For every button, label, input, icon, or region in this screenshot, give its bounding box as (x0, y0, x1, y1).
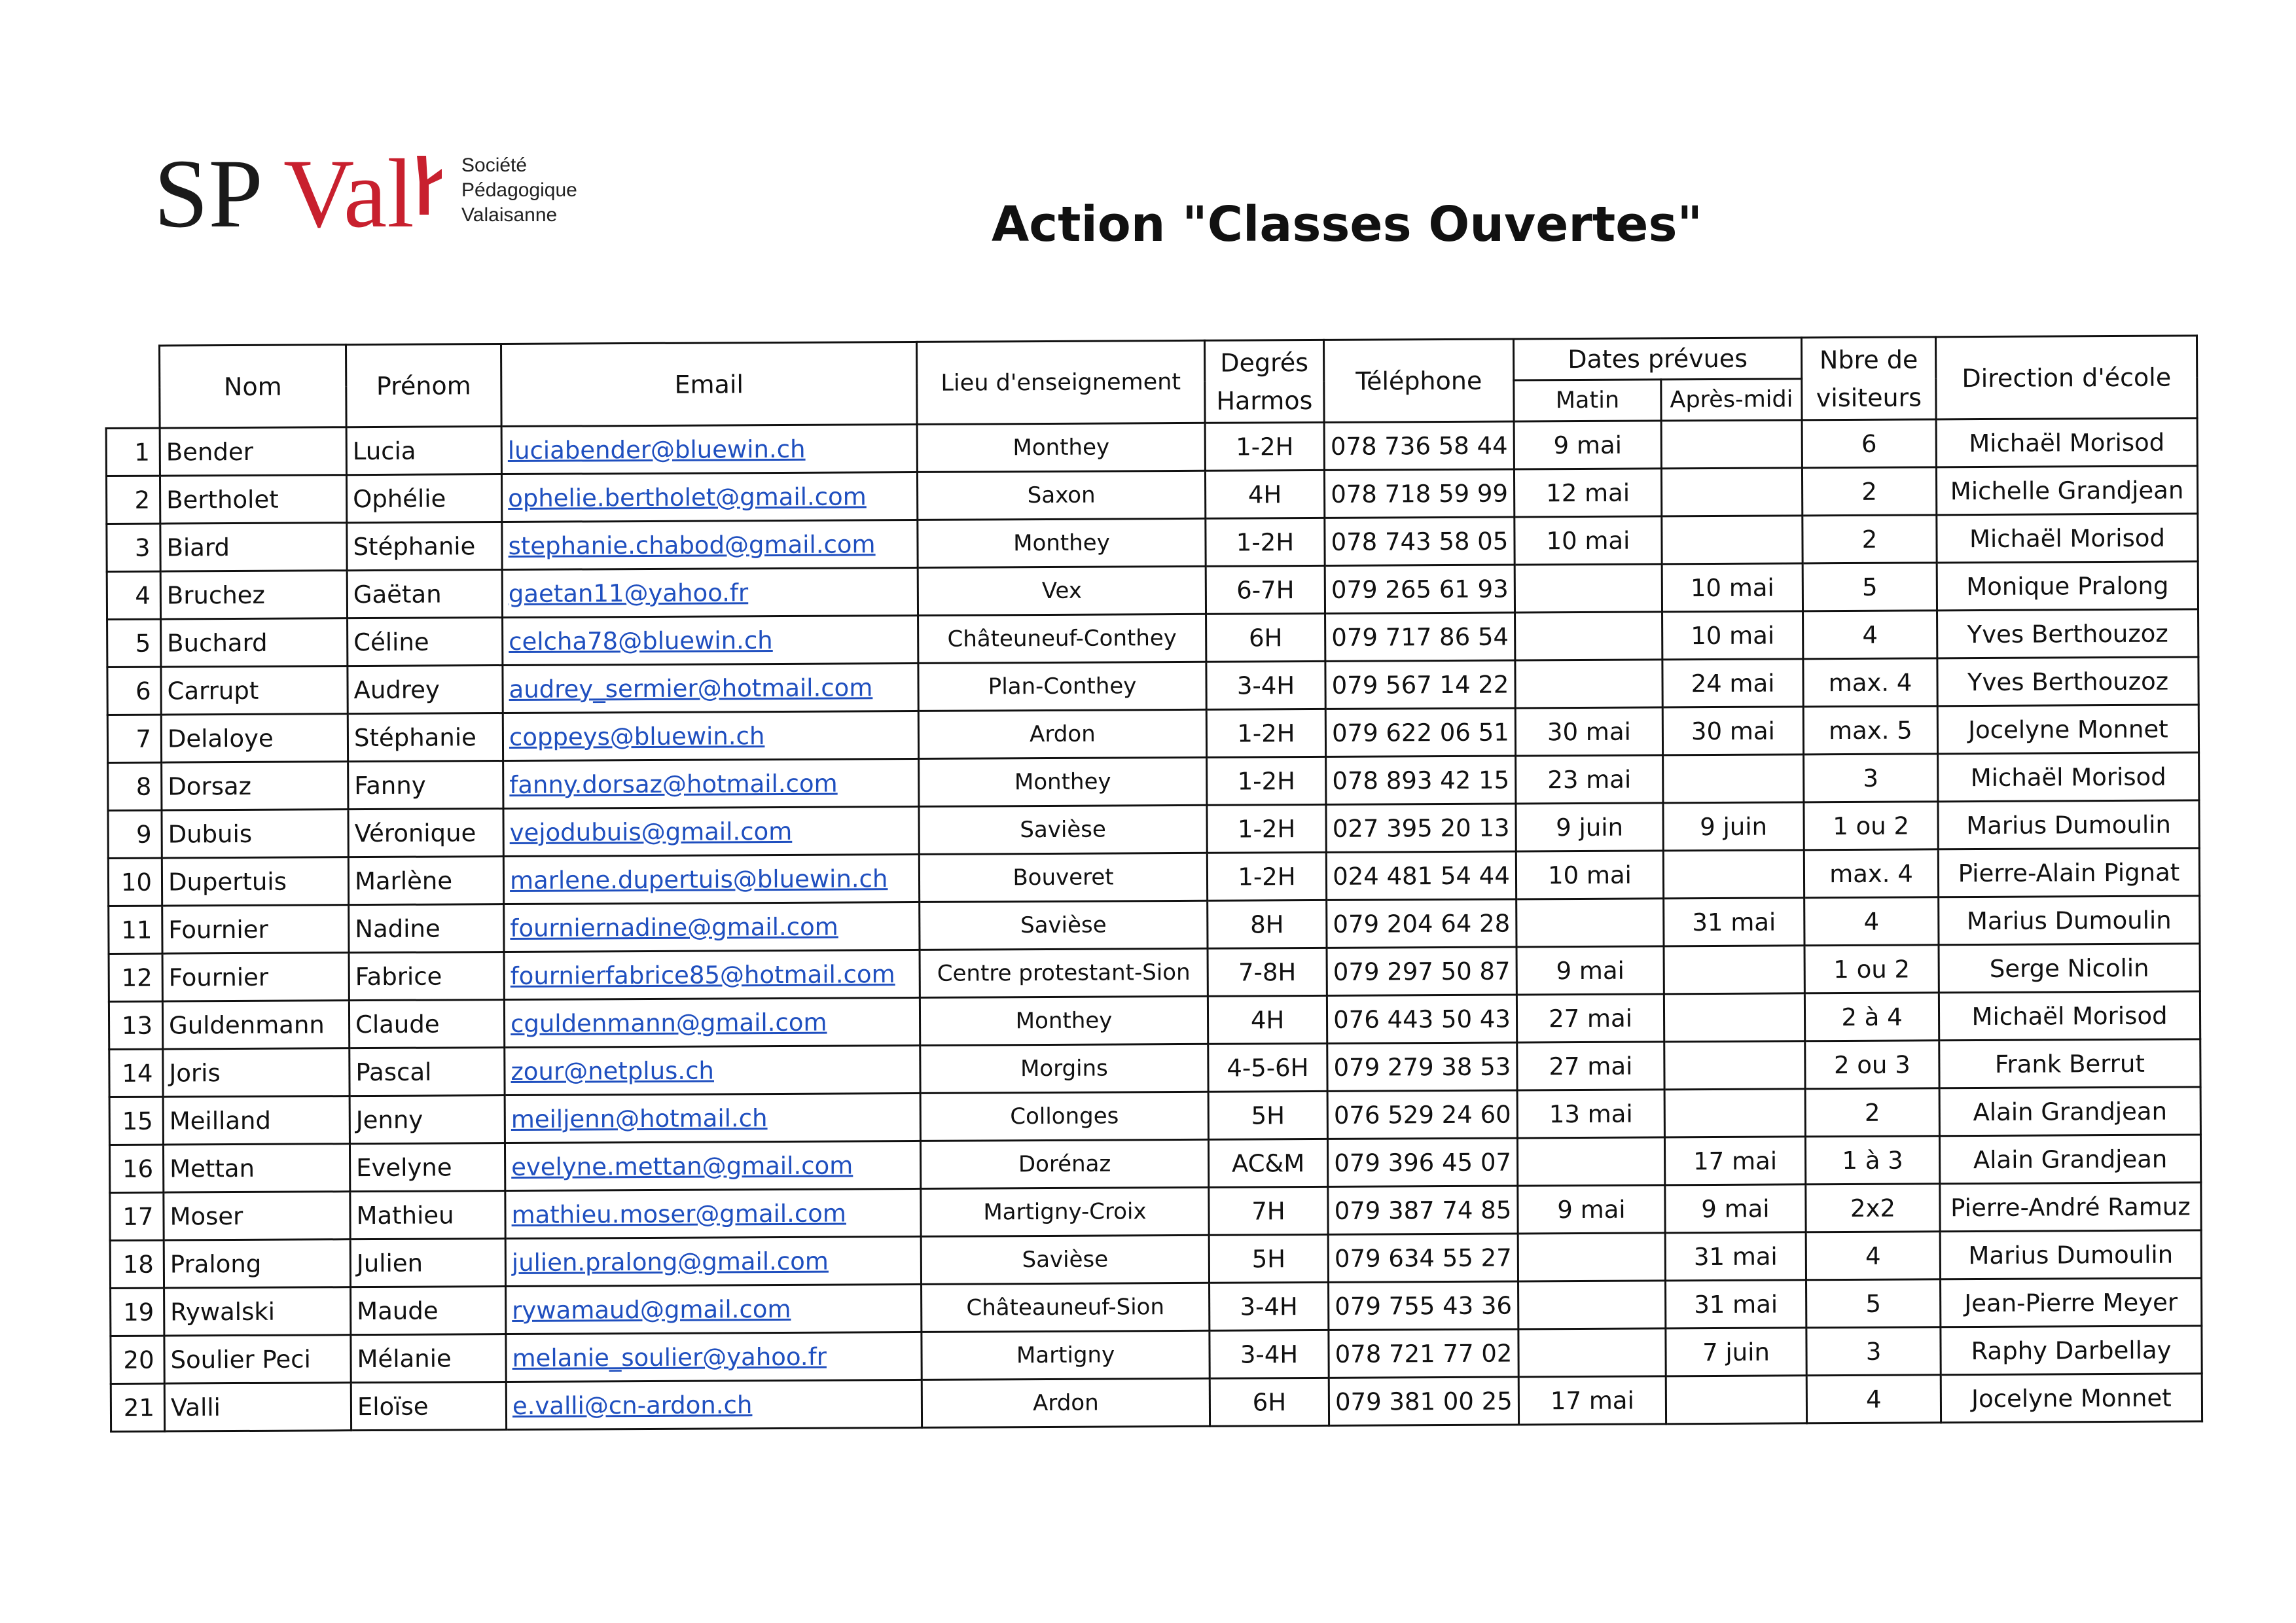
email-link[interactable]: meiljenn@hotmail.ch (505, 1093, 920, 1143)
telephone-cell: 079 567 14 22 (1325, 660, 1515, 709)
row-number-cell: 20 (111, 1336, 164, 1383)
email-link[interactable]: e.valli@cn-ardon.ch (506, 1380, 922, 1429)
nom-cell: Delaloye (161, 714, 348, 762)
visiteurs-cell: 2 (1803, 515, 1937, 563)
lieu-cell: Centre protestant-Sion (920, 948, 1208, 997)
telephone-cell: 078 736 58 44 (1324, 421, 1514, 470)
direction-cell: Jean-Pierre Meyer (1941, 1278, 2202, 1327)
telephone-cell: 079 279 38 53 (1327, 1043, 1517, 1091)
visiteurs-cell: 2 (1805, 1088, 1939, 1137)
visiteurs-cell: 2 (1802, 467, 1936, 516)
telephone-cell: 024 481 54 44 (1326, 851, 1516, 900)
logo-flag-icon (417, 156, 442, 215)
visiteurs-cell: 3 (1804, 754, 1938, 802)
apres-midi-cell: 9 juin (1663, 802, 1804, 851)
visiteurs-cell: 1 à 3 (1805, 1136, 1939, 1185)
row-number-cell: 12 (109, 954, 162, 1001)
lieu-cell: Savièse (919, 805, 1207, 854)
direction-cell: Yves Berthouzoz (1937, 609, 2198, 658)
participants-table (105, 334, 2203, 1433)
email-link[interactable]: cguldenmann@gmail.com (504, 997, 920, 1047)
direction-cell: Jocelyne Monnet (1941, 1374, 2202, 1423)
direction-cell: Marius Dumoulin (1940, 1230, 2201, 1279)
email-link[interactable]: julien.pralong@gmail.com (505, 1236, 921, 1286)
degres-cell: 1-2H (1205, 422, 1324, 471)
telephone-cell: 079 755 43 36 (1329, 1281, 1518, 1330)
prenom-cell: Céline (348, 618, 503, 666)
row-number-cell: 15 (109, 1097, 163, 1145)
lieu-cell: Vex (918, 566, 1206, 615)
telephone-cell: 079 297 50 87 (1327, 947, 1516, 995)
prenom-cell: Stéphanie (348, 713, 503, 762)
table-body (106, 418, 2202, 1432)
nom-cell: Soulier Peci (164, 1335, 351, 1383)
prenom-cell: Gaëtan (347, 570, 502, 618)
prenom-cell: Stéphanie (347, 522, 502, 571)
matin-cell (1515, 564, 1662, 613)
degres-cell: 7H (1209, 1186, 1328, 1235)
apres-midi-cell (1666, 1376, 1806, 1424)
apres-midi-cell: 17 mai (1664, 1137, 1805, 1185)
prenom-cell: Mélanie (351, 1334, 506, 1383)
direction-cell: Raphy Darbellay (1941, 1326, 2202, 1375)
row-number-cell: 3 (107, 524, 160, 571)
degres-cell: 6H (1210, 1378, 1329, 1426)
row-number-cell: 14 (109, 1049, 163, 1097)
nom-cell: Joris (163, 1048, 350, 1097)
telephone-cell: 079 381 00 25 (1329, 1377, 1518, 1425)
visiteurs-cell: max. 4 (1803, 658, 1937, 707)
direction-cell: Michaël Morisod (1938, 753, 2199, 802)
matin-cell: 13 mai (1517, 1090, 1664, 1138)
row-number-cell: 2 (106, 476, 160, 524)
email-link[interactable]: stephanie.chabod@gmail.com (502, 520, 918, 569)
apres-midi-cell: 31 mai (1666, 1280, 1806, 1329)
lieu-cell: Monthey (919, 757, 1207, 806)
nom-cell: Moser (164, 1192, 350, 1240)
lieu-cell: Bouveret (919, 853, 1207, 902)
email-link[interactable]: vejodubuis@gmail.com (503, 806, 919, 856)
telephone-cell: 078 718 59 99 (1324, 469, 1514, 518)
row-number-cell: 1 (106, 428, 160, 476)
nom-cell: Biard (160, 523, 347, 571)
direction-cell: Pierre-Alain Pignat (1938, 848, 2199, 897)
email-link[interactable]: ophelie.bertholet@gmail.com (501, 472, 917, 522)
degres-cell: 3-4H (1210, 1330, 1329, 1378)
matin-cell: 30 mai (1515, 707, 1662, 756)
visiteurs-cell: 4 (1806, 1232, 1940, 1280)
prenom-cell: Fanny (348, 761, 503, 810)
row-number-cell: 9 (108, 810, 162, 858)
nom-cell: Carrupt (161, 666, 348, 715)
visiteurs-cell: 1 ou 2 (1804, 945, 1939, 993)
matin-cell (1516, 899, 1664, 947)
header-row-1 (106, 336, 2197, 387)
lieu-cell: Châteauneuf-Sion (922, 1283, 1210, 1332)
prenom-cell: Jenny (350, 1096, 505, 1144)
lieu-cell: Martigny-Croix (921, 1187, 1209, 1236)
prenom-cell: Julien (350, 1239, 505, 1287)
degres-cell: 3-4H (1210, 1282, 1329, 1330)
telephone-cell: 078 743 58 05 (1325, 517, 1515, 565)
email-link[interactable]: celcha78@bluewin.ch (503, 615, 918, 665)
row-number-cell: 19 (111, 1288, 164, 1336)
degres-cell: 1-2H (1206, 709, 1325, 757)
visiteurs-cell: 3 (1806, 1327, 1941, 1376)
row-number-cell: 6 (107, 667, 161, 715)
telephone-cell: 079 396 45 07 (1327, 1138, 1517, 1186)
lieu-cell: Dorénaz (920, 1139, 1208, 1188)
row-number-cell: 4 (107, 571, 160, 619)
apres-midi-cell (1662, 516, 1803, 564)
apres-midi-cell (1664, 1041, 1805, 1090)
matin-cell: 9 juin (1516, 803, 1663, 851)
degres-cell: 4H (1208, 995, 1327, 1044)
lieu-cell: Ardon (918, 709, 1206, 758)
telephone-cell: 079 265 61 93 (1325, 565, 1515, 613)
matin-cell: 9 mai (1518, 1185, 1665, 1234)
matin-cell: 27 mai (1517, 1042, 1664, 1090)
direction-cell: Monique Pralong (1937, 562, 2198, 611)
email-link[interactable]: melanie_soulier@yahoo.fr (506, 1332, 922, 1382)
telephone-cell: 079 717 86 54 (1325, 613, 1515, 661)
apres-midi-cell: 9 mai (1665, 1185, 1806, 1233)
telephone-cell: 079 204 64 28 (1327, 899, 1516, 948)
prenom-cell: Nadine (349, 904, 504, 953)
header-nom: Nom (160, 345, 347, 428)
spval-wordmark (154, 143, 442, 241)
lieu-cell: Monthey (920, 996, 1208, 1045)
row-number-cell: 10 (108, 858, 162, 906)
matin-cell: 17 mai (1518, 1376, 1666, 1425)
header-blank (106, 346, 160, 428)
degres-cell: 6-7H (1206, 565, 1325, 614)
apres-midi-cell (1664, 946, 1804, 994)
direction-cell: Michaël Morisod (1939, 991, 2200, 1041)
degres-cell: 5H (1209, 1234, 1328, 1283)
header-lieu: Lieu d'enseignement (916, 340, 1205, 424)
apres-midi-cell: 31 mai (1665, 1232, 1806, 1281)
lieu-cell: Savièse (921, 1235, 1209, 1284)
matin-cell: 9 mai (1514, 421, 1661, 469)
telephone-cell: 079 634 55 27 (1328, 1234, 1518, 1282)
matin-cell (1518, 1233, 1665, 1281)
direction-cell: Serge Nicolin (1939, 944, 2200, 993)
email-link[interactable]: evelyne.mettan@gmail.com (505, 1141, 920, 1190)
visiteurs-cell: 5 (1803, 563, 1937, 611)
degres-cell: 1-2H (1207, 852, 1326, 901)
prenom-cell: Fabrice (349, 952, 504, 1001)
visiteurs-cell: 4 (1803, 611, 1937, 659)
lieu-cell: Savièse (920, 901, 1208, 950)
degres-cell: 3-4H (1206, 661, 1325, 709)
nom-cell: Meilland (163, 1096, 350, 1145)
apres-midi-cell: 24 mai (1662, 659, 1803, 707)
lieu-cell: Plan-Conthey (918, 662, 1206, 711)
prenom-cell: Véronique (348, 809, 503, 857)
degres-cell: 4-5-6H (1208, 1043, 1327, 1092)
matin-cell: 10 mai (1515, 516, 1662, 565)
prenom-cell: Evelyne (350, 1143, 505, 1192)
visiteurs-cell: 4 (1804, 897, 1939, 946)
header-apres-midi: Après-midi (1661, 379, 1802, 421)
telephone-cell: 079 387 74 85 (1328, 1186, 1518, 1234)
prenom-cell: Lucia (346, 427, 501, 475)
degres-cell: 4H (1205, 470, 1324, 518)
lieu-cell: Châteuneuf-Conthey (918, 614, 1206, 663)
row-number-cell: 21 (111, 1383, 164, 1431)
nom-cell: Mettan (163, 1144, 350, 1192)
lieu-cell: Martigny (922, 1330, 1210, 1380)
direction-cell: Jocelyne Monnet (1937, 705, 2198, 754)
direction-cell: Alain Grandjean (1939, 1087, 2200, 1136)
telephone-cell: 078 721 77 02 (1329, 1329, 1518, 1378)
apres-midi-cell: 10 mai (1662, 563, 1803, 612)
matin-cell: 12 mai (1514, 469, 1661, 517)
degres-cell: 6H (1206, 613, 1325, 662)
apres-midi-cell (1663, 850, 1804, 899)
nom-cell: Buchard (161, 618, 348, 667)
nom-cell: Pralong (164, 1240, 350, 1288)
table-row (111, 1374, 2202, 1432)
header-dates: Dates prévues (1513, 338, 1801, 380)
direction-cell: Marius Dumoulin (1939, 896, 2200, 945)
lieu-cell: Monthey (918, 518, 1206, 567)
logo-line-3: Valaisanne (461, 204, 558, 226)
degres-cell: 1-2H (1207, 757, 1326, 805)
prenom-cell: Pascal (350, 1048, 505, 1096)
prenom-cell: Eloïse (351, 1382, 506, 1431)
telephone-cell: 076 443 50 43 (1327, 995, 1516, 1043)
nom-cell: Fournier (162, 953, 349, 1001)
visiteurs-cell: 5 (1806, 1279, 1941, 1328)
row-number-cell: 17 (110, 1192, 164, 1240)
apres-midi-cell: 30 mai (1662, 707, 1803, 755)
matin-cell: 23 mai (1516, 755, 1663, 804)
prenom-cell: Mathieu (350, 1191, 505, 1240)
nom-cell: Bender (160, 427, 346, 476)
visiteurs-cell: 4 (1806, 1375, 1941, 1423)
nom-cell: Bertholet (160, 475, 346, 524)
matin-cell (1518, 1281, 1666, 1329)
header-direction: Direction d'école (1935, 336, 2197, 419)
visiteurs-cell: 2 à 4 (1804, 993, 1939, 1041)
email-link[interactable]: gaetan11@yahoo.fr (502, 567, 918, 617)
degres-cell: 8H (1208, 900, 1327, 948)
degres-cell: 5H (1208, 1091, 1327, 1139)
degres-cell: 1-2H (1207, 804, 1326, 853)
visiteurs-cell: 6 (1802, 419, 1936, 468)
matin-cell (1515, 612, 1662, 660)
row-number-cell: 18 (110, 1240, 164, 1288)
wordmark-sp: SP (154, 143, 263, 241)
degres-cell: 1-2H (1206, 518, 1325, 566)
visiteurs-cell: 2 ou 3 (1805, 1041, 1939, 1089)
telephone-cell: 078 893 42 15 (1326, 756, 1516, 804)
telephone-cell: 076 529 24 60 (1327, 1090, 1517, 1139)
direction-cell: Frank Berrut (1939, 1039, 2200, 1088)
lieu-cell: Collonges (920, 1092, 1208, 1141)
direction-cell: Marius Dumoulin (1938, 800, 2199, 849)
nom-cell: Rywalski (164, 1287, 351, 1336)
email-link[interactable]: mathieu.moser@gmail.com (505, 1188, 921, 1238)
direction-cell: Alain Grandjean (1939, 1135, 2200, 1184)
prenom-cell: Claude (349, 1000, 504, 1048)
email-link[interactable]: marlene.dupertuis@bluewin.ch (503, 854, 919, 904)
header-degres: Degrés Harmos (1204, 340, 1324, 423)
degres-cell: AC&M (1208, 1139, 1327, 1187)
email-link[interactable]: fanny.dorsaz@hotmail.com (503, 758, 919, 808)
apres-midi-cell: 10 mai (1662, 611, 1803, 660)
matin-cell (1515, 660, 1662, 708)
wordmark-val: Val (283, 143, 414, 241)
apres-midi-cell: 7 juin (1666, 1328, 1806, 1376)
matin-cell: 10 mai (1516, 851, 1663, 899)
email-link[interactable]: rywamaud@gmail.com (506, 1284, 922, 1334)
visiteurs-cell: max. 4 (1804, 849, 1938, 898)
nom-cell: Dorsaz (162, 762, 348, 810)
nom-cell: Dubuis (162, 810, 348, 858)
lieu-cell: Saxon (917, 471, 1205, 520)
header-telephone: Téléphone (1323, 339, 1514, 422)
visiteurs-cell: 1 ou 2 (1804, 802, 1938, 850)
apres-midi-cell (1661, 420, 1802, 469)
email-link[interactable]: fournierfabrice85@hotmail.com (504, 950, 920, 999)
nom-cell: Bruchez (160, 571, 347, 619)
matin-cell (1518, 1329, 1666, 1377)
direction-cell: Pierre-André Ramuz (1940, 1183, 2201, 1232)
lieu-cell: Ardon (922, 1378, 1210, 1427)
nom-cell: Valli (164, 1383, 351, 1431)
nom-cell: Fournier (162, 905, 349, 954)
apres-midi-cell: 31 mai (1664, 898, 1804, 946)
apres-midi-cell (1661, 468, 1802, 516)
email-link[interactable]: luciabender@bluewin.ch (501, 424, 917, 474)
prenom-cell: Marlène (348, 857, 503, 905)
nom-cell: Guldenmann (162, 1001, 349, 1049)
row-number-cell: 7 (107, 715, 161, 762)
row-number-cell: 5 (107, 619, 161, 667)
direction-cell: Michaël Morisod (1936, 418, 2197, 467)
logo-line-2: Pédagogique (461, 179, 577, 201)
row-number-cell: 8 (108, 762, 162, 810)
logo-line-1: Société (461, 154, 528, 176)
row-number-cell: 16 (109, 1145, 163, 1192)
prenom-cell: Maude (351, 1287, 506, 1335)
apres-midi-cell (1664, 1089, 1805, 1137)
matin-cell: 27 mai (1516, 994, 1664, 1043)
direction-cell: Michaël Morisod (1937, 514, 2198, 563)
matin-cell: 9 mai (1516, 946, 1664, 995)
email-link[interactable]: zour@netplus.ch (505, 1045, 920, 1095)
email-link[interactable]: audrey_sermier@hotmail.com (503, 663, 918, 713)
header-visiteurs: Nbre de visiteurs (1801, 337, 1936, 420)
apres-midi-cell (1664, 993, 1804, 1042)
degres-cell: 7-8H (1208, 948, 1327, 996)
email-link[interactable]: coppeys@bluewin.ch (503, 711, 918, 760)
lieu-cell: Monthey (917, 423, 1205, 472)
matin-cell (1517, 1137, 1664, 1186)
direction-cell: Yves Berthouzoz (1937, 657, 2198, 706)
email-link[interactable]: fourniernadine@gmail.com (504, 902, 920, 952)
header-email: Email (501, 342, 918, 426)
telephone-cell: 079 622 06 51 (1325, 708, 1515, 757)
visiteurs-cell: max. 5 (1803, 706, 1937, 755)
prenom-cell: Ophélie (346, 474, 501, 523)
page-title: Action "Classes Ouvertes" (992, 196, 1703, 253)
row-number-cell: 11 (109, 906, 162, 954)
telephone-cell: 027 395 20 13 (1326, 804, 1516, 852)
header-prenom: Prénom (346, 344, 502, 427)
row-number-cell: 13 (109, 1001, 162, 1049)
nom-cell: Dupertuis (162, 857, 348, 906)
lieu-cell: Morgins (920, 1044, 1208, 1093)
prenom-cell: Audrey (348, 666, 503, 714)
apres-midi-cell (1663, 755, 1804, 803)
visiteurs-cell: 2x2 (1806, 1184, 1940, 1232)
header-matin: Matin (1514, 380, 1661, 421)
direction-cell: Michelle Grandjean (1936, 466, 2197, 515)
